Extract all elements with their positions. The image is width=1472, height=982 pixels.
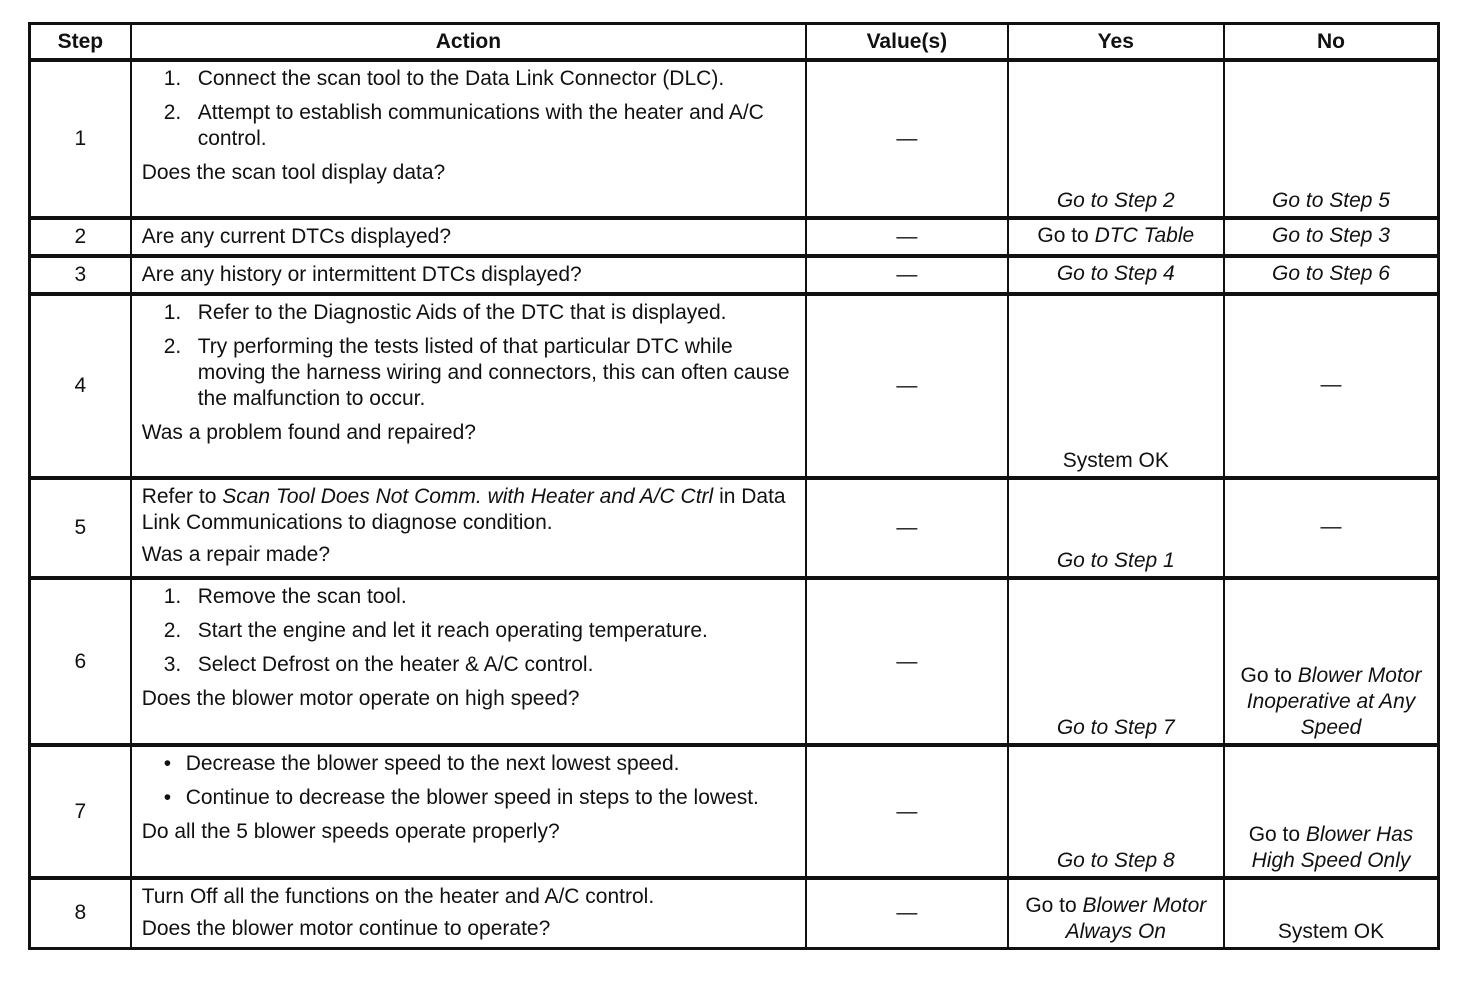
value-cell: — bbox=[806, 294, 1007, 478]
procedure-reference: Scan Tool Does Not Comm. with Heater and A/C Ctrl bbox=[222, 485, 714, 508]
question-text: Was a problem found and repaired? bbox=[141, 421, 476, 444]
no-cell: Go to Step 6 bbox=[1224, 256, 1438, 294]
table-row bbox=[30, 878, 1439, 948]
header-no: No bbox=[1224, 24, 1438, 61]
item-text: Remove the scan tool. bbox=[197, 585, 407, 608]
no-cell bbox=[1224, 745, 1438, 878]
no-link: Blower Has High Speed Only bbox=[1251, 823, 1414, 872]
table-row bbox=[30, 294, 1439, 478]
yes-cell: Go to Step 4 bbox=[1008, 256, 1224, 294]
list-item bbox=[164, 785, 795, 811]
item-text: Continue to decrease the blower speed in steps to the lowest. bbox=[185, 786, 759, 809]
table-row bbox=[30, 60, 1439, 218]
list-item bbox=[164, 66, 795, 92]
yes-cell: Go to Step 7 bbox=[1008, 578, 1224, 745]
table-row bbox=[30, 478, 1439, 578]
action-cell bbox=[131, 745, 806, 878]
yes-cell: Go to Step 2 bbox=[1008, 60, 1224, 218]
step-number: 7 bbox=[30, 745, 131, 878]
value-cell: — bbox=[806, 478, 1007, 578]
diagnostic-table bbox=[28, 22, 1440, 950]
question-text: Do all the 5 blower speeds operate properly? bbox=[141, 820, 560, 843]
yes-link: DTC Table bbox=[1094, 224, 1195, 247]
instruction-text: Turn Off all the functions on the heater and A/C control. bbox=[141, 885, 655, 908]
instruction-suffix: in Data Link Communications to diagnose condition. bbox=[141, 485, 786, 534]
no-prefix: Go to bbox=[1248, 823, 1301, 846]
list-item bbox=[164, 652, 795, 678]
header-yes: Yes bbox=[1008, 24, 1224, 61]
no-link: Blower Motor Inoperative at Any Speed bbox=[1246, 664, 1422, 739]
item-number: 2. bbox=[163, 335, 182, 358]
item-number: 1. bbox=[163, 67, 182, 90]
step-number: 2 bbox=[30, 218, 131, 256]
item-text: Connect the scan tool to the Data Link Connector (DLC). bbox=[197, 67, 725, 90]
value-cell: — bbox=[806, 745, 1007, 878]
header-values: Value(s) bbox=[806, 24, 1007, 61]
question-text: Was a repair made? bbox=[141, 543, 331, 566]
action-cell bbox=[131, 218, 806, 256]
no-prefix: Go to bbox=[1240, 664, 1292, 687]
no-cell bbox=[1224, 578, 1438, 745]
list-item bbox=[164, 300, 795, 326]
header-row bbox=[30, 24, 1439, 61]
yes-cell bbox=[1008, 878, 1224, 948]
item-text: Start the engine and let it reach operating temperature. bbox=[197, 619, 708, 642]
value-cell: — bbox=[806, 578, 1007, 745]
bullet-marker: • bbox=[163, 786, 172, 809]
no-cell: — bbox=[1224, 478, 1438, 578]
value-cell: — bbox=[806, 218, 1007, 256]
action-cell bbox=[131, 60, 806, 218]
header-step: Step bbox=[30, 24, 131, 61]
yes-cell: System OK bbox=[1008, 294, 1224, 478]
step-number: 1 bbox=[30, 60, 131, 218]
no-cell: — bbox=[1224, 294, 1438, 478]
question-text: Are any current DTCs displayed? bbox=[141, 225, 452, 248]
list-item bbox=[164, 584, 795, 610]
step-number: 5 bbox=[30, 478, 131, 578]
item-number: 3. bbox=[163, 653, 182, 676]
question-text: Are any history or intermittent DTCs displayed? bbox=[141, 263, 582, 286]
header-action: Action bbox=[131, 24, 806, 61]
question-text: Does the blower motor operate on high speed? bbox=[141, 687, 580, 710]
no-cell: Go to Step 3 bbox=[1224, 218, 1438, 256]
action-cell bbox=[131, 294, 806, 478]
action-cell bbox=[131, 478, 806, 578]
yes-prefix: Go to bbox=[1025, 893, 1077, 917]
step-number: 3 bbox=[30, 256, 131, 294]
item-text: Select Defrost on the heater & A/C control. bbox=[197, 653, 594, 676]
no-cell: Go to Step 5 bbox=[1224, 60, 1438, 218]
action-cell bbox=[131, 256, 806, 294]
table-row bbox=[30, 745, 1439, 878]
diagnostic-table-container bbox=[28, 22, 1440, 950]
table-row bbox=[30, 256, 1439, 294]
question-text: Does the blower motor continue to operate? bbox=[141, 917, 551, 940]
question-text: Does the scan tool display data? bbox=[141, 161, 446, 184]
list-item bbox=[164, 334, 795, 412]
item-text: Try performing the tests listed of that particular DTC while moving the harness wiring and connectors, this can often cause the malfunction to occur. bbox=[197, 335, 790, 410]
list-item bbox=[164, 100, 795, 152]
no-cell: System OK bbox=[1224, 878, 1438, 948]
list-item bbox=[164, 618, 795, 644]
value-cell: — bbox=[806, 60, 1007, 218]
item-number: 2. bbox=[163, 619, 182, 642]
action-cell bbox=[131, 578, 806, 745]
yes-cell: Go to Step 1 bbox=[1008, 478, 1224, 578]
item-number: 1. bbox=[163, 585, 182, 608]
step-number: 6 bbox=[30, 578, 131, 745]
table-row bbox=[30, 218, 1439, 256]
item-number: 1. bbox=[163, 301, 182, 324]
value-cell: — bbox=[806, 878, 1007, 948]
yes-prefix: Go to bbox=[1037, 224, 1089, 247]
action-cell bbox=[131, 878, 806, 948]
instruction-text bbox=[142, 484, 795, 536]
list-item bbox=[164, 751, 795, 777]
value-cell: — bbox=[806, 256, 1007, 294]
item-text: Refer to the Diagnostic Aids of the DTC that is displayed. bbox=[197, 301, 727, 324]
item-number: 2. bbox=[163, 101, 182, 124]
bullet-marker: • bbox=[163, 752, 172, 775]
table-row bbox=[30, 578, 1439, 745]
item-text: Decrease the blower speed to the next lowest speed. bbox=[185, 752, 680, 775]
yes-cell bbox=[1008, 218, 1224, 256]
step-number: 4 bbox=[30, 294, 131, 478]
yes-cell: Go to Step 8 bbox=[1008, 745, 1224, 878]
step-number: 8 bbox=[30, 878, 131, 948]
item-text: Attempt to establish communications with the heater and A/C control. bbox=[197, 101, 764, 150]
instruction-prefix: Refer to bbox=[141, 485, 217, 508]
yes-link: Blower Motor Always On bbox=[1065, 893, 1207, 943]
